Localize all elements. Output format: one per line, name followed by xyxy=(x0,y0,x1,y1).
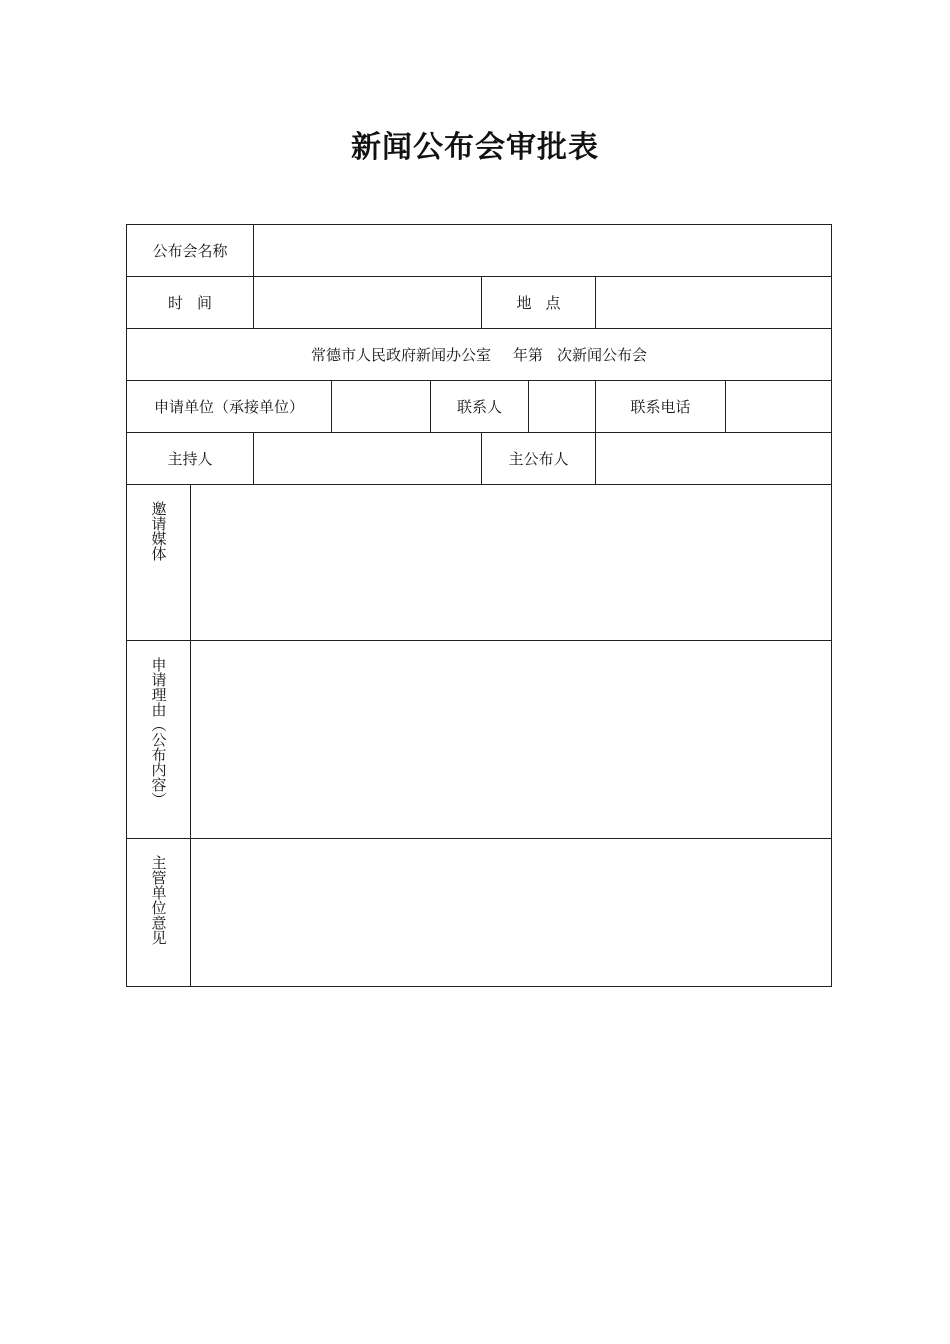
applicant-label: 申请单位（承接单位） xyxy=(127,381,332,433)
approval-form-table xyxy=(126,224,832,987)
notice-year: 年第 xyxy=(513,345,544,364)
row-media xyxy=(127,485,832,641)
opinion-label xyxy=(127,839,191,987)
media-field[interactable] xyxy=(191,485,832,641)
location-label xyxy=(482,277,596,329)
time-field[interactable] xyxy=(254,277,482,329)
time-label xyxy=(127,277,254,329)
opinion-label-text: 主管单位意见 xyxy=(149,855,168,945)
contact-field[interactable] xyxy=(529,381,596,433)
phone-label: 联系电话 xyxy=(596,381,726,433)
location-field[interactable] xyxy=(596,277,832,329)
location-label-text: 地点 xyxy=(516,293,575,312)
presenter-label: 主公布人 xyxy=(482,433,596,485)
row-conference-name xyxy=(127,225,832,277)
reason-field[interactable] xyxy=(191,641,832,839)
conference-name-field[interactable] xyxy=(254,225,832,277)
page-title: 新闻公布会审批表 xyxy=(351,130,599,165)
applicant-field[interactable] xyxy=(332,381,431,433)
media-label-text: 邀请媒体 xyxy=(149,501,168,561)
conference-notice xyxy=(127,329,832,381)
row-reason xyxy=(127,641,832,839)
row-notice xyxy=(127,329,832,381)
row-opinion xyxy=(127,839,832,987)
row-applicant xyxy=(127,381,832,433)
notice-session: 次新闻公布会 xyxy=(557,345,648,364)
reason-label-text: 申请理由（公布内容） xyxy=(149,657,168,807)
row-host xyxy=(127,433,832,485)
host-field[interactable] xyxy=(254,433,482,485)
notice-office: 常德市人民政府新闻办公室 xyxy=(310,345,491,364)
presenter-field[interactable] xyxy=(596,433,832,485)
host-label: 主持人 xyxy=(127,433,254,485)
reason-label xyxy=(127,641,191,839)
conference-name-label: 公布会名称 xyxy=(127,225,254,277)
phone-field[interactable] xyxy=(726,381,832,433)
media-label xyxy=(127,485,191,641)
opinion-field[interactable] xyxy=(191,839,832,987)
contact-label: 联系人 xyxy=(431,381,529,433)
row-time-location xyxy=(127,277,832,329)
time-label-text: 时间 xyxy=(168,293,227,312)
